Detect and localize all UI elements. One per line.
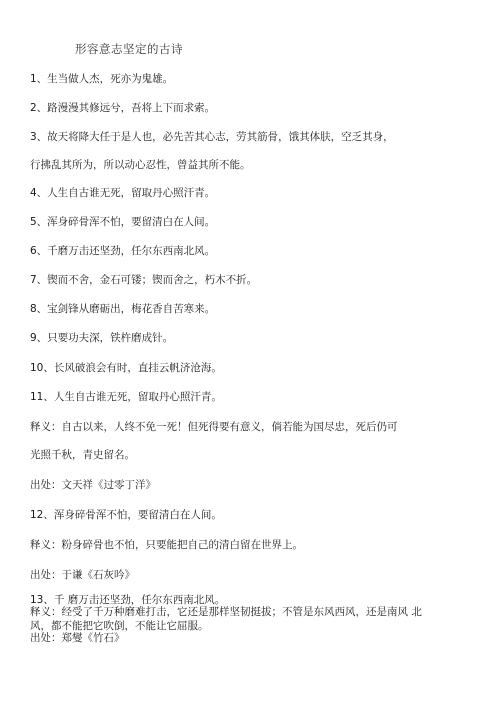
source-13: 出处：郑燮《竹石》 <box>30 632 125 644</box>
explanation-12: 释义：粉身碎骨也不怕，只要能把自己的清白留在世界上。 <box>30 539 303 551</box>
explanation-11: 释义：自古以来，人终不免一死！但死得要有意义，倘若能为国尽忠，死后仍可 <box>30 421 398 433</box>
poem-line-3: 3、故天将降大任于是人也，必先苦其心志，劳其筋骨，饿其体肤，空乏其身， <box>30 131 394 143</box>
poem-line-13: 13、千 磨万击还坚劲，任尔东西南北风。 <box>30 594 226 606</box>
poem-line-5: 5、浑身碎骨浑不怕，要留清白在人间。 <box>30 216 216 228</box>
poem-line-7: 7、锲而不舍，金石可镂；锲而舍之，朽木不折。 <box>30 274 258 286</box>
document-title: 形容意志坚定的古诗 <box>75 42 183 56</box>
poem-line-11: 11、人生自古谁无死，留取丹心照汗青。 <box>30 391 222 403</box>
source-12: 出处：于谦《石灰吟》 <box>30 569 135 581</box>
source-11: 出处：文天祥《过零丁洋》 <box>30 479 156 491</box>
poem-line-3-continued: 行拂乱其所为，所以动心忍性，曾益其所不能。 <box>30 159 251 171</box>
poem-line-12: 12、浑身碎骨浑不怕，要留清白在人间。 <box>30 509 222 521</box>
poem-line-9: 9、只要功夫深，铁杵磨成针。 <box>30 332 174 344</box>
poem-line-2: 2、路漫漫其修远兮，吾将上下而求索。 <box>30 102 216 114</box>
poem-line-10: 10、长风破浪会有时，直挂云帆济沧海。 <box>30 362 222 374</box>
poem-line-4: 4、人生自古谁无死，留取丹心照汗青。 <box>30 187 216 199</box>
poem-line-1: 1、生当做人杰，死亦为鬼雄。 <box>30 73 174 85</box>
explanation-11-continued: 光照千秋，青史留名。 <box>30 449 135 461</box>
poem-line-6: 6、千磨万击还坚劲，任尔东西南北风。 <box>30 245 216 257</box>
explanation-13: 释义：经受了千万种磨难打击，它还是那样坚韧挺拔；不管是东风西风，还是南风 北风，都不能把它吹倒，不能让它屈服。 <box>30 606 422 632</box>
poem-line-8: 8、宝剑锋从磨砺出，梅花香自苦寒来。 <box>30 303 216 315</box>
